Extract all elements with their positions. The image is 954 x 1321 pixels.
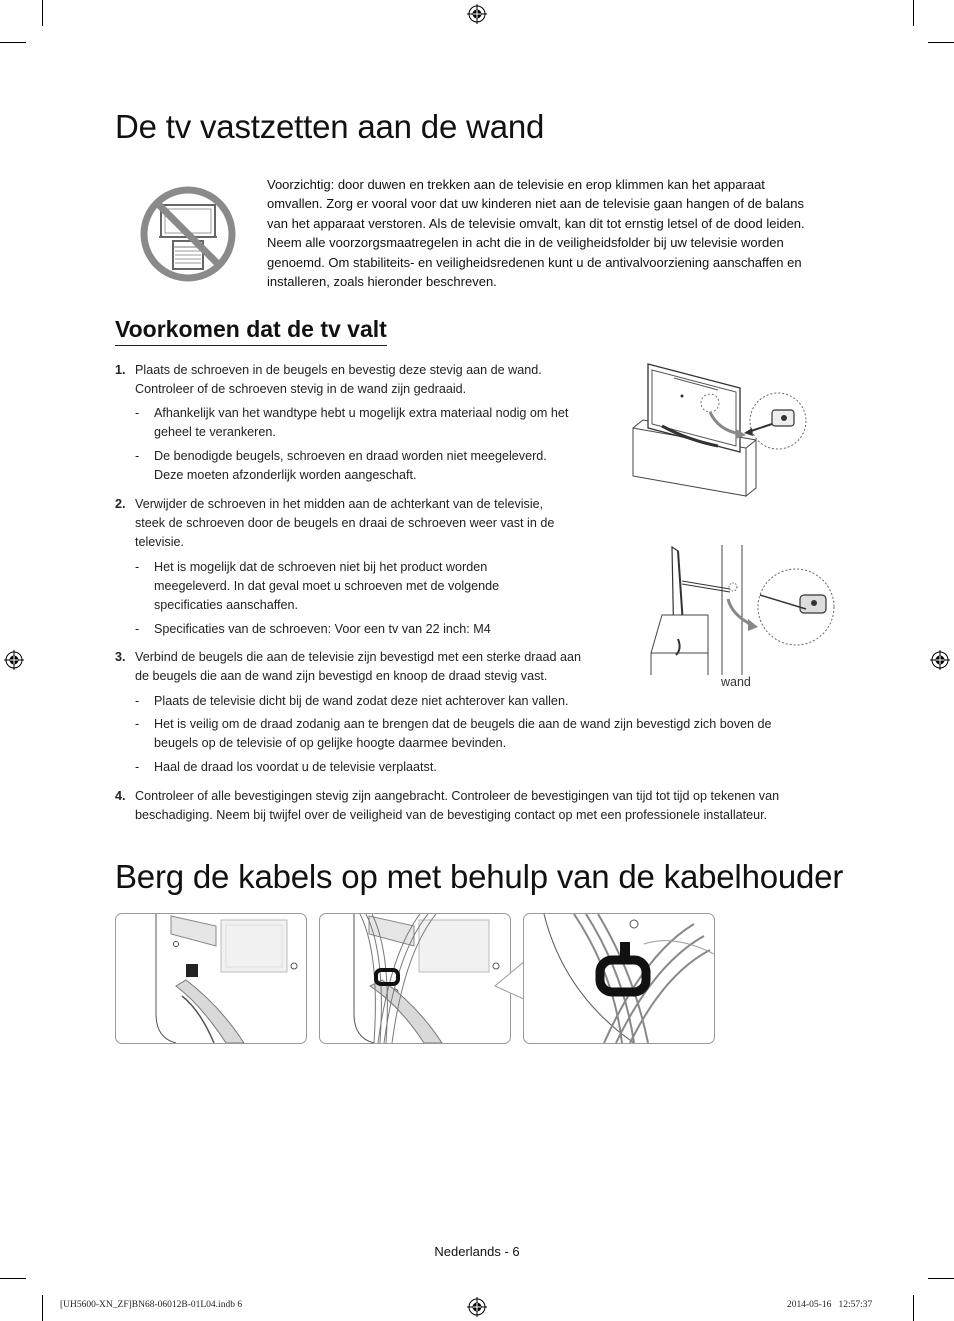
- step-text: Plaats de schroeven in de beugels en bevestig deze stevig aan de wand. Controleer of de schroeven stevig in de wand zijn gedraaid.: [135, 363, 542, 397]
- bullet-dash: -: [135, 694, 140, 708]
- bullet-dash: -: [135, 406, 140, 420]
- wall-label: wand: [721, 675, 751, 689]
- cable-holder-illustration: [320, 914, 510, 1043]
- page-title: De tv vastzetten aan de wand: [115, 108, 545, 145]
- wall-mount-side-illustration: [648, 543, 868, 678]
- sub-item-text: Plaats de televisie dicht bij de wand zodat deze niet achterover kan vallen.: [154, 694, 569, 708]
- crop-mark: [913, 1295, 914, 1321]
- tv-bracket-illustration: [628, 360, 808, 500]
- zoom-pointer: [493, 960, 527, 1000]
- step-number: 2.: [115, 497, 126, 511]
- bullet-dash: -: [135, 760, 140, 774]
- sub-item-text: Het is mogelijk dat de schroeven niet bij het product worden meegeleverd. In dat geval moet u schroeven met de volgende specificaties aanschaffen.: [154, 560, 500, 613]
- step-text: Verbind de beugels die aan de televisie zijn bevestigd met een sterke draad aan de beugels die aan de wand zijn bevestigd en knoop de draad stevig vast.: [135, 650, 581, 684]
- cable-holder-closeup-illustration: [524, 914, 714, 1043]
- crop-mark: [928, 42, 954, 43]
- print-slug-date: 2014-05-16 12:57:37: [787, 1300, 873, 1310]
- cable-holder-illustration: [116, 914, 306, 1043]
- no-tv-on-stand-icon: [139, 185, 237, 283]
- sub-item-text: Specificaties van de schroeven: Voor een tv van 22 inch: M4: [154, 622, 491, 636]
- registration-mark-icon: [467, 1297, 487, 1317]
- registration-mark-icon: [467, 4, 487, 24]
- crop-mark: [0, 1278, 26, 1279]
- cable-holder-step-2-panel: [319, 913, 511, 1044]
- sub-item-text: De benodigde beugels, schroeven en draad worden niet meegeleverd. Deze moeten afzonderlijk worden aangeschaft.: [154, 449, 547, 483]
- bullet-dash: -: [135, 449, 140, 463]
- bullet-dash: -: [135, 560, 140, 574]
- registration-mark-icon: [4, 650, 24, 670]
- crop-mark: [913, 0, 914, 26]
- bullet-dash: -: [135, 717, 140, 731]
- cable-holder-step-1-panel: [115, 913, 307, 1044]
- step-number: 4.: [115, 789, 126, 803]
- sub-item-text: Het is veilig om de draad zodanig aan te brengen dat de beugels die aan de wand zijn bevestigd zich boven de beugels op de televisie of op gelijke hoogte daarmee bevinden.: [154, 717, 772, 751]
- step-number: 1.: [115, 363, 126, 377]
- step-text: Controleer of alle bevestigingen stevig zijn aangebracht. Controleer de bevestigingen van tijd tot tijd op tekenen van beschadiging. Neem bij twijfel over de veiligheid van de bevestiging contact op met een professionele installateur.: [135, 789, 780, 823]
- cable-holder-zoom-panel: [523, 913, 715, 1044]
- sub-item-text: Afhankelijk van het wandtype hebt u mogelijk extra materiaal nodig om het geheel te verankeren.: [154, 406, 569, 440]
- step-number: 3.: [115, 650, 126, 664]
- print-slug-file: [UH5600-XN_ZF]BN68-06012B-01L04.indb 6: [60, 1300, 243, 1310]
- bullet-dash: -: [135, 622, 140, 636]
- section-heading: Voorkomen dat de tv valt: [115, 316, 387, 346]
- registration-mark-icon: [930, 650, 950, 670]
- crop-mark: [42, 0, 43, 26]
- crop-mark: [0, 42, 26, 43]
- crop-mark: [42, 1295, 43, 1321]
- section-title: Berg de kabels op met behulp van de kabelhouder: [115, 858, 844, 895]
- sub-item-text: Haal de draad los voordat u de televisie verplaatst.: [154, 760, 437, 774]
- crop-mark: [928, 1278, 954, 1279]
- warning-text: Voorzichtig: door duwen en trekken aan de televisie en erop klimmen kan het apparaat omvallen. Zorg er vooral voor dat uw kinderen niet aan de televisie gaan hangen of de balans van het apparaat verstoren. Als de televisie omvalt, kan dit tot ernstig letsel of de dood leiden. Neem alle voorzorgsmaatregelen in acht die in de veiligheidsfolder bij uw televisie worden genoemd. Om stabiliteits- en veiligheidsredenen kunt u de antivalvoorziening aanschaffen en installeren, zoals hieronder beschreven.: [267, 177, 805, 290]
- page-number: Nederlands - 6: [434, 1244, 520, 1259]
- step-text: Verwijder de schroeven in het midden aan de achterkant van de televisie, steek de schroeven door de beugels en draai de schroeven weer vast in de televisie.: [135, 497, 555, 550]
